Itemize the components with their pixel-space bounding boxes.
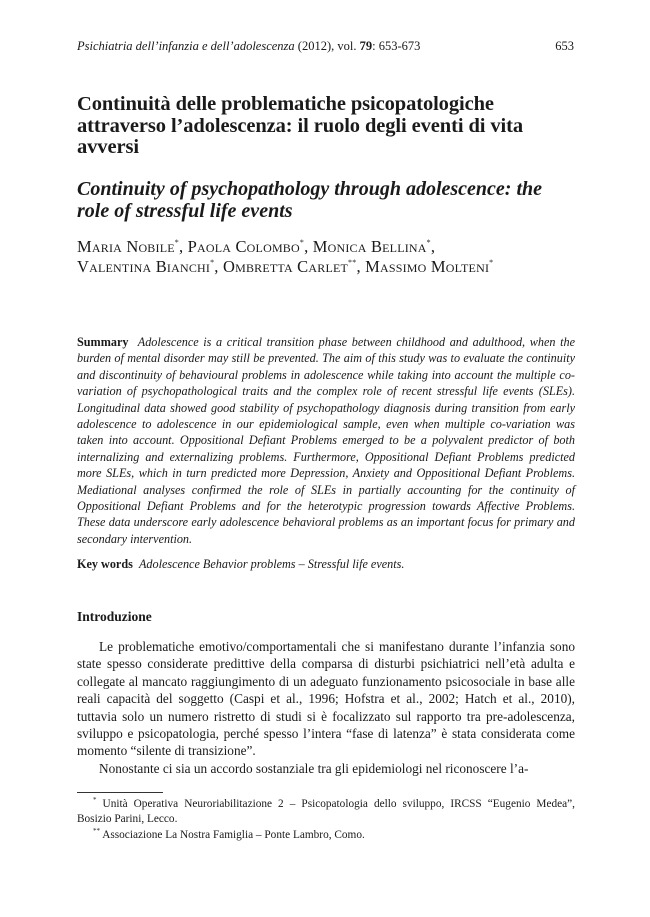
author-name: Monica Bellina xyxy=(312,237,427,256)
running-head xyxy=(77,38,574,54)
author-affiliation-mark: * xyxy=(174,238,179,247)
author xyxy=(313,237,435,256)
author-name: Valentina Bianchi xyxy=(77,257,211,276)
footnote-mark: ** xyxy=(93,826,100,835)
introduction-body xyxy=(77,638,575,777)
author-name: Massimo Molteni xyxy=(365,257,490,276)
author-separator: , xyxy=(356,257,366,276)
journal-year-volume: (2012), vol. xyxy=(297,39,357,53)
author-name: Maria Nobile xyxy=(77,237,175,256)
article-title-english: Continuity of psychopathology through adolescence: the role of stressful life events xyxy=(77,178,543,222)
author-list xyxy=(77,237,577,277)
author-affiliation-mark: * xyxy=(210,258,215,267)
page-number: 653 xyxy=(555,39,574,53)
section-heading-introduzione: Introduzione xyxy=(77,609,152,624)
keywords-text: Adolescence Behavior problems – Stressful life events. xyxy=(138,557,405,571)
intro-paragraph: Nonostante ci sia un accordo sostanziale tra gli epidemiologi nel riconoscere l’a- xyxy=(99,760,529,776)
footnotes xyxy=(77,797,575,843)
author-name: Ombretta Carlet xyxy=(222,257,349,276)
summary-block xyxy=(77,334,575,547)
author-affiliation-mark: ** xyxy=(348,258,357,267)
footnote xyxy=(77,797,575,828)
footnote-text: Associazione La Nostra Famiglia – Ponte Lambro, Como. xyxy=(102,828,365,841)
journal-name: Psichiatria dell’infanzia e dell’adolescenza xyxy=(77,39,295,53)
author xyxy=(77,237,188,256)
author xyxy=(365,257,493,276)
footnote-text: Unità Operativa Neuroriabilitazione 2 – Psicopatologia dello sviluppo, IRCSS “Eugenio Medea”, Bosizio Parini, Lecco. xyxy=(77,798,575,826)
author-name: Paola Colombo xyxy=(187,237,300,256)
footnote xyxy=(77,828,575,843)
summary-label: Summary xyxy=(77,335,129,349)
intro-paragraph: Le problematiche emotivo/comportamentali che si manifestano durante l’infanzia sono state spesso considerate predittive della comparsa di disturbi psichiatrici nell’età adulta e collegate al mancato raggiungimento di un adeguato funzionamento psicosociale in base alle reali capacità del soggetto (Caspi et al., 1996; Hofstra et al., 2002; Hatch et al., 2010), tuttavia solo un numero ristretto di studi si è focalizzato sul rapporto tra pre-adolescenza, sviluppo e psicopatologia, perché spesso l’intera “fase di latenza” è stata considerata come momento “silente di transizione”. xyxy=(77,639,575,759)
author-affiliation-mark: * xyxy=(426,238,431,247)
author xyxy=(77,257,223,276)
author-separator: , xyxy=(304,237,313,256)
author-separator: , xyxy=(178,237,188,256)
journal-pages: : 653-673 xyxy=(372,39,421,53)
author xyxy=(188,237,313,256)
article-title-italian: Continuità delle problematiche psicopatologiche attraverso l’adolescenza: il ruolo degli eventi di vita avversi xyxy=(77,93,523,158)
keywords-block xyxy=(77,556,575,572)
author-separator: , xyxy=(214,257,223,276)
summary-text: Adolescence is a critical transition phase between childhood and adulthood, when the burden of mental disorder may still be prevented. The aim of this study was to evaluate the continuity and discontinuity of behavioural problems in adolescence while taking into account the multiple co-variation of psychopathological traits and the complex role of recent stressful life events (SLEs). Longitudinal data showed good stability of psychopathology diagnosis during transition from early adolescence to adolescence in our epidemiological sample, even when multiple co-variation was taken into account. Oppositional Defiant Problems emerged to be a polyvalent predictor of both internalizing and externalizing problems. Furthermore, Oppositional Defiant Problems predicted more SLEs, which in turn predicted more Depression, Anxiety and Oppositional Defiant Problems. Mediational analyses confirmed the role of SLEs in partially accounting for the continuity of Oppositional Defiant Problems and for the heterotypic progression towards Affective Problems. These data underscore early adolescence behavioral problems as an important focus for primary and secondary intervention. xyxy=(77,335,575,546)
author-separator: , xyxy=(430,237,436,256)
footnote-divider xyxy=(77,792,163,793)
author-affiliation-mark: * xyxy=(299,238,305,247)
journal-volume: 79 xyxy=(359,39,373,53)
keywords-label: Key words xyxy=(77,557,133,571)
author xyxy=(223,257,365,276)
footnote-mark: * xyxy=(93,796,97,804)
author-affiliation-mark: * xyxy=(489,258,494,267)
